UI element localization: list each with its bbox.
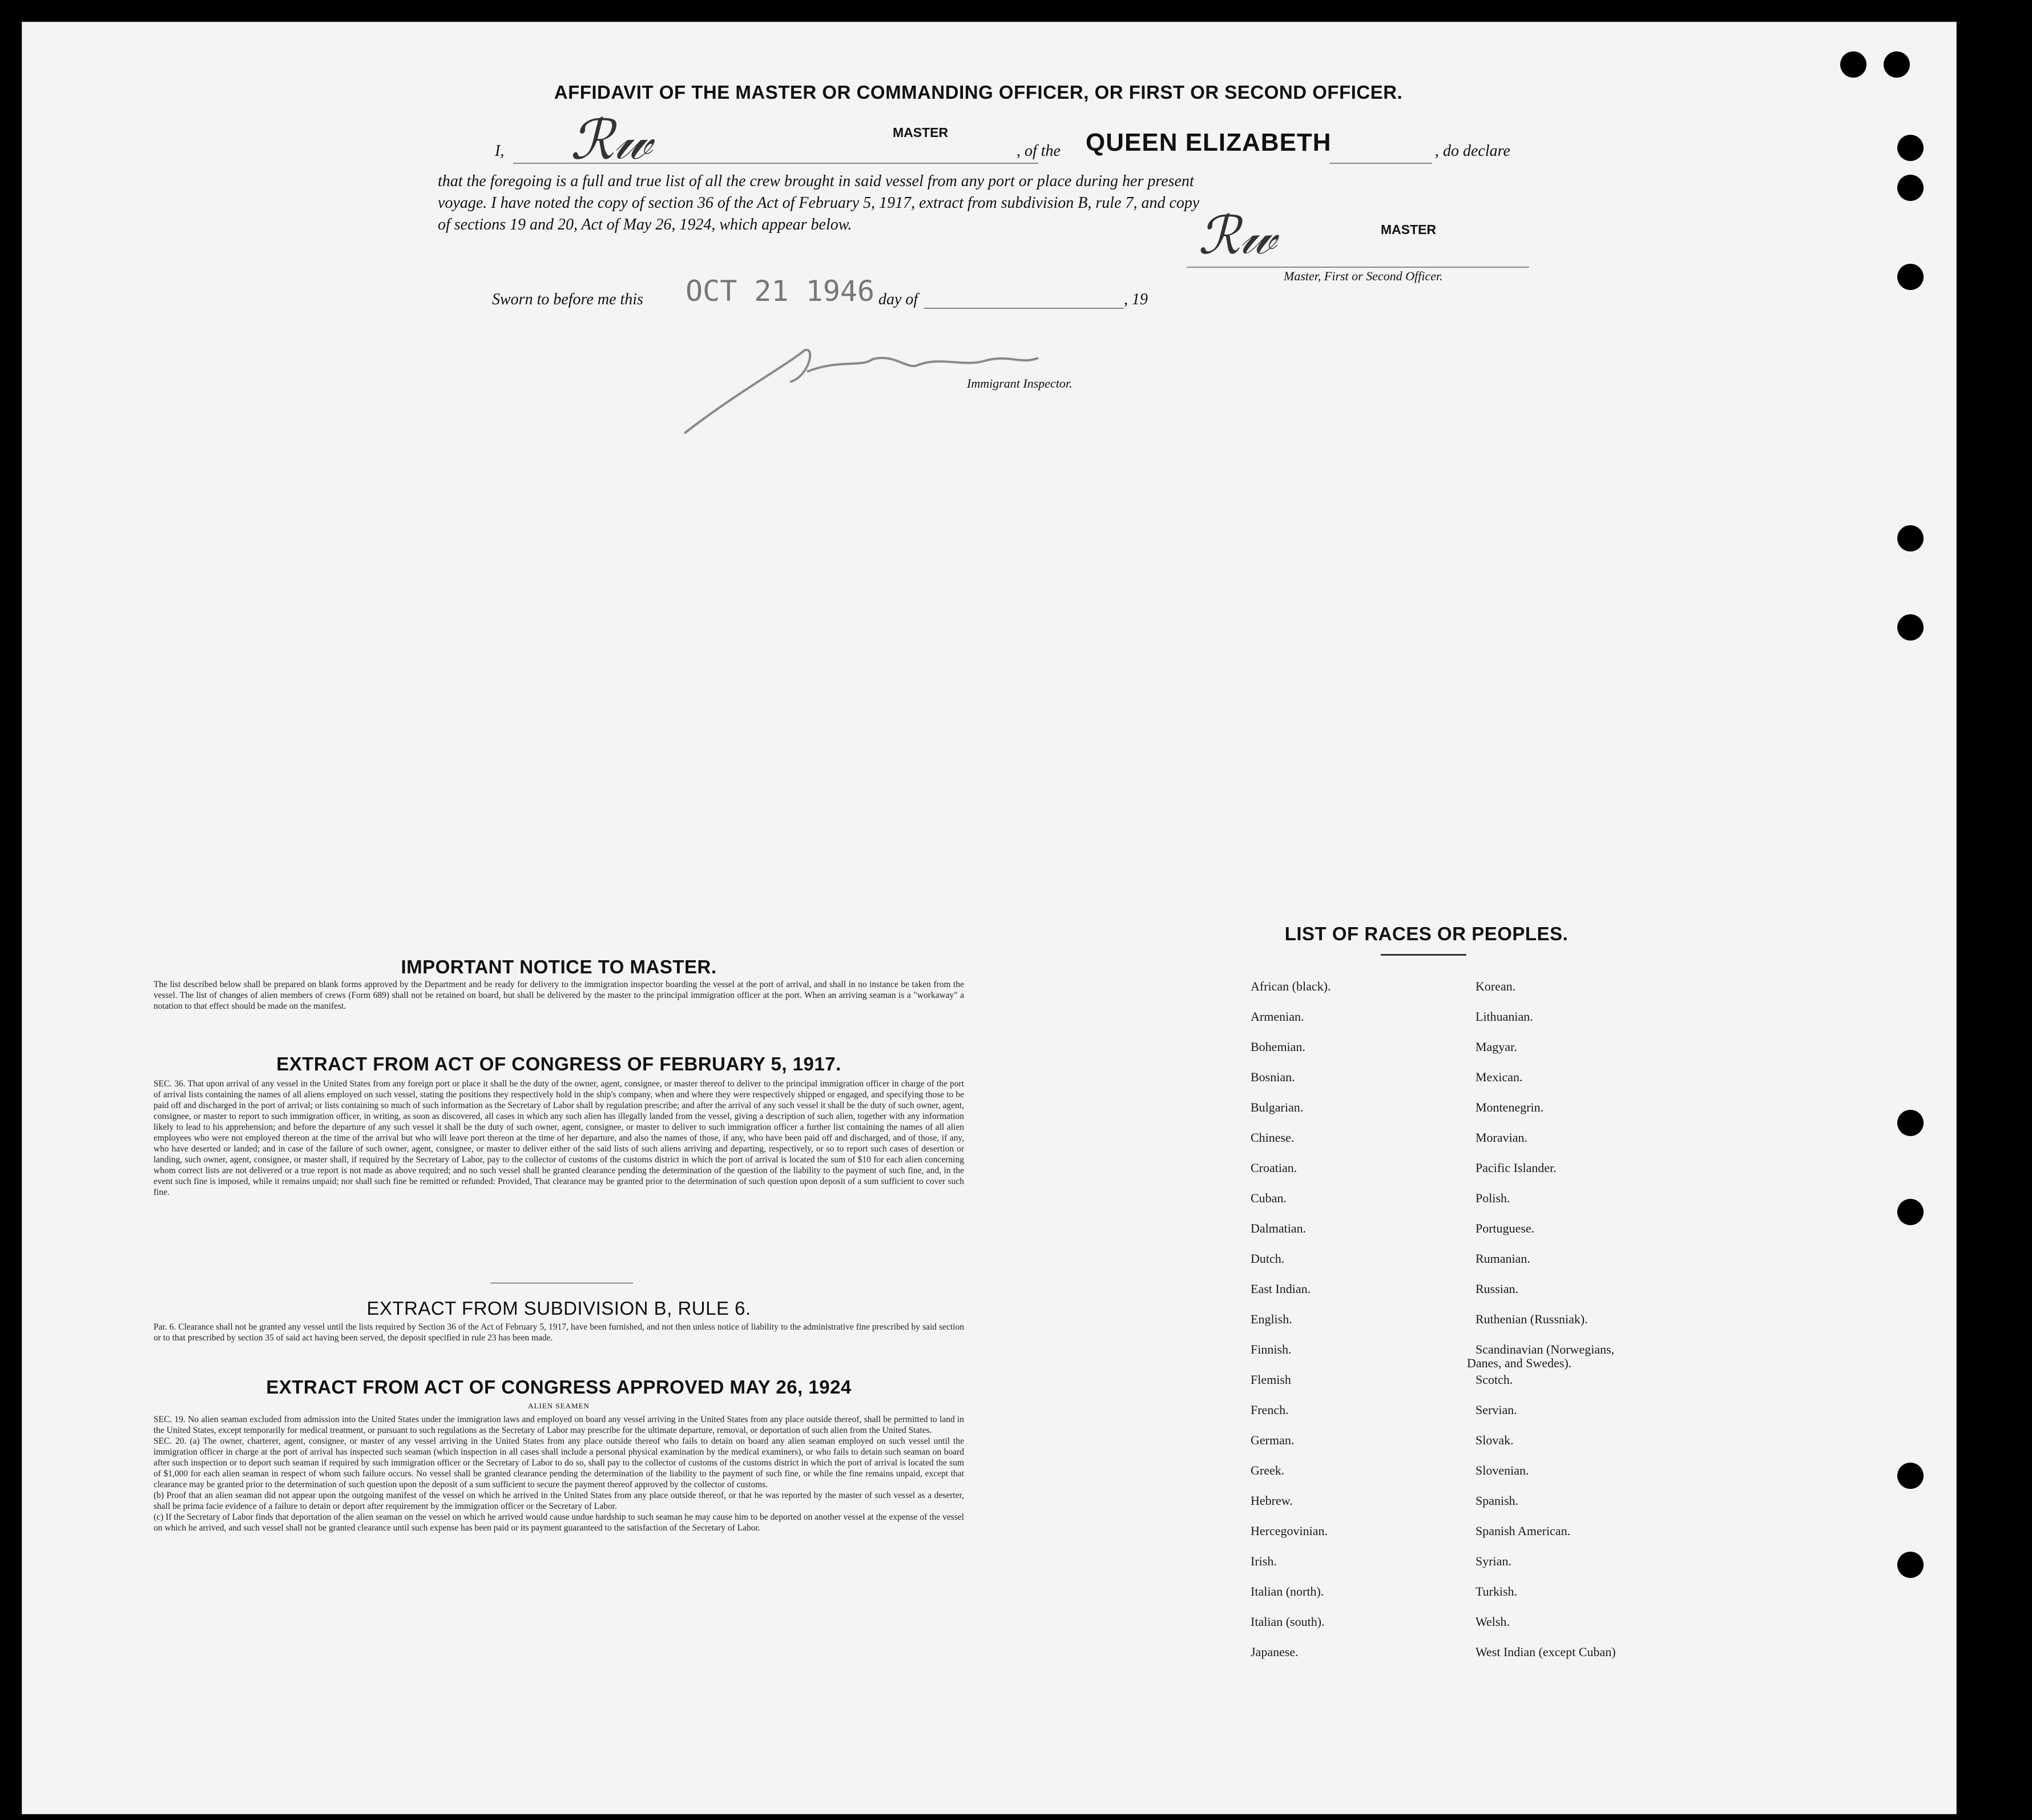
race-item: Italian (south). [1251, 1614, 1325, 1629]
subdivision-text: Par. 6. Clearance shall not be granted any vessel until the lists required by Section 36 of the Act of February 5, 1917, have been furnished, and not then unless notice of liability to the administrative fine prescribed by said section or to that prescribed by section 35 of said act having been served, the deposit specified in rule 23 has been made. [154, 1322, 964, 1343]
race-item: Slovenian. [1475, 1463, 1529, 1477]
section-20c: (c) If the Secretary of Labor finds that deportation of the alien seaman on the vessel on which he arrived would cause undue hardship to such seaman he may cause him to be deported on another vessel at the expense of the vessel on which he arrived, and such vessel shall not be granted clearance until such expense has been paid or its payment guaranteed to the satisfaction of the Secretary of Labor. [154, 1512, 964, 1533]
extract-1924-title: EXTRACT FROM ACT OF CONGRESS APPROVED MAY 26, 1924 [266, 1376, 852, 1398]
affidavit-heading: AFFIDAVIT OF THE MASTER OR COMMANDING OFFICER, OR FIRST OR SECOND OFFICER. [554, 82, 1403, 103]
race-item: Ruthenian (Russniak). [1475, 1312, 1588, 1326]
extract-1917-text: SEC. 36. That upon arrival of any vessel in the United States from any foreign port or place it shall be the duty of the owner, agent, consignee, or master thereof to deliver to the principal immigration officer in charge of the port of arrival lists containing the names of all aliens employed on such vessel, stating the positions they respectively hold in the ship's company, when and where they were respectively shipped or engaged, and specifying those to be paid off and discharged in the port of arrival; or lists containing so much of such information as the Secretary of Labor shall by regulation prescribe; and after the arrival of any such vessel it shall be the duty of such owner, agent, consignee, or master to report to such immigration officer, in writing, as soon as discovered, all cases in which any such alien has illegally landed from the vessel, giving a description of such alien, together with any information likely to lead to his apprehension; and before the departure of any such vessel it shall be the duty of such owner, agent, consignee, or master to deliver to such immigration officer a further list containing the names of all alien employees who were not employed thereon at the time of the arrival but who will leave port thereon at the time of her departure, and also the names of those, if any, who have been paid off and discharged, and of those, if any, who have deserted or landed; and in case of the failure of such owner, agent, consignee, or master to deliver either of the said lists of such aliens arriving and departing, respectively, or so to report such cases of desertion or landing, such owner, agent, consignee, or master shall, if required by the Secretary of Labor, pay to the collector of customs of the customs district in which the port of arrival is located the sum of $10 for each alien concerning whom correct lists are not delivered or a true report is not made as above required; and no such vessel shall be granted clearance pending the determination of the question of the liability to the payment of such fine, and, in the event such fine is imposed, while it remains unpaid; nor shall such fine be remitted or refunded: Provided, That clearance may be granted prior to the determination of such question upon deposit of a sum sufficient to cover such fine. [154, 1079, 964, 1197]
vessel-line [1329, 163, 1432, 164]
punch-hole [1897, 135, 1924, 161]
race-item: German. [1251, 1433, 1295, 1447]
year-prefix: , 19 [1124, 291, 1148, 308]
race-item: Servian. [1475, 1403, 1517, 1417]
race-item: West Indian (except Cuban) [1475, 1645, 1616, 1659]
punch-hole [1897, 614, 1924, 641]
sworn-date-stamp: OCT 21 1946 [686, 275, 875, 308]
master-signature: ℛ𝓌 [570, 108, 652, 172]
section-19: SEC. 19. No alien seaman excluded from admission into the United States under the immigration laws and employed on board any vessel arriving in the United States from any place outside thereof, shall be permitted to land in the United States, except temporarily for medical treatment, or pursuant to such regulations as the Secretary of Labor may prescribe for the ultimate departure, removal, or deportation of such alien from the United States. [154, 1415, 964, 1435]
master-stamp: MASTER [893, 125, 949, 140]
extract-1924-subtitle: ALIEN SEAMEN [528, 1402, 590, 1410]
do-declare: , do declare [1435, 142, 1510, 160]
extract-1924-body [154, 1414, 964, 1533]
race-item: Flemish [1251, 1372, 1291, 1387]
race-item: Montenegrin. [1475, 1100, 1544, 1114]
race-item: Hercegovinian. [1251, 1524, 1328, 1538]
race-item: Chinese. [1251, 1130, 1295, 1145]
race-item: Italian (north). [1251, 1584, 1324, 1598]
race-item: Korean. [1475, 979, 1516, 993]
officer-signature: ℛ𝓌 [1198, 205, 1277, 266]
race-item: Irish. [1251, 1554, 1277, 1568]
race-item-continuation: Danes, and Swedes). [1467, 1356, 1572, 1370]
race-item: Polish. [1475, 1191, 1510, 1205]
race-item: Turkish. [1475, 1584, 1518, 1598]
race-item: Mexican. [1475, 1070, 1523, 1084]
race-item: French. [1251, 1403, 1289, 1417]
race-item: Greek. [1251, 1463, 1285, 1477]
race-item: Finnish. [1251, 1342, 1292, 1356]
race-item: Armenian. [1251, 1009, 1304, 1024]
punch-hole [1897, 264, 1924, 290]
section-20b: (b) Proof that an alien seaman did not appear upon the outgoing manifest of the vessel on which he arrived in the United States from any place outside thereof, or that he was reported by the master of such vessel as a deserter, shall be prima facie evidence of a failure to detain or deport after requirement by the immigration officer or the Secretary of Labor. [154, 1491, 964, 1511]
race-item: Dalmatian. [1251, 1221, 1307, 1235]
punch-hole [1884, 51, 1910, 78]
races-title-underline [1381, 954, 1466, 956]
race-item: Spanish American. [1475, 1524, 1571, 1538]
affidavit-i: I, [495, 142, 505, 160]
section-20a: SEC. 20. (a) The owner, charterer, agent, consignee, or master of any vessel arriving in the United States from any place outside thereof who fails to detain on board any alien seaman employed on such vessel until the immigration officer in charge at the port of arrival has inspected such seaman (which inspection in all cases shall include a personal physical examination by the medical examiners), or who fails to detain such seaman on board after such inspection or to deport such seaman if required by such immigration officer or the Secretary of Labor to do so, shall pay to the collector of customs of the customs district in which the port of arrival is located the sum of $1,000 for each alien seaman in respect of whom such failure occurs. No vessel shall be granted clearance pending the determination of the liability to the payment of such fine, or while the fine remains unpaid, except that clearance may be granted prior to the determination of such question upon the deposit of a sum sufficient to secure the payment thereof approved by the collector of customs. [154, 1436, 964, 1489]
race-item: Lithuanian. [1475, 1009, 1533, 1024]
race-item: Spanish. [1475, 1493, 1519, 1508]
officer-master-stamp: MASTER [1381, 222, 1437, 237]
subdivision-title: EXTRACT FROM SUBDIVISION B, RULE 6. [366, 1298, 751, 1319]
race-item: Hebrew. [1251, 1493, 1293, 1508]
race-item: Croatian. [1251, 1161, 1297, 1175]
race-item: Scotch. [1475, 1372, 1513, 1387]
affidavit-line-2: voyage. I have noted the copy of section 36 of the Act of February 5, 1917, extract from subdivision B, rule 7, and copy [438, 194, 1200, 212]
affidavit-line-1: that the foregoing is a full and true list of all the crew brought in said vessel from any port or place during her present [438, 172, 1194, 190]
race-item: Portuguese. [1475, 1221, 1535, 1235]
sworn-text: Sworn to before me this [492, 291, 643, 308]
race-item: Syrian. [1475, 1554, 1511, 1568]
day-line [924, 308, 1124, 309]
punch-hole [1840, 51, 1866, 78]
race-item: Slovak. [1475, 1433, 1514, 1447]
race-item: Bosnian. [1251, 1070, 1295, 1084]
race-item: English. [1251, 1312, 1292, 1326]
race-item: Dutch. [1251, 1251, 1285, 1266]
punch-hole [1897, 1199, 1924, 1225]
punch-hole [1897, 1463, 1924, 1489]
punch-hole [1897, 175, 1924, 201]
vessel-name: QUEEN ELIZABETH [1086, 128, 1332, 156]
race-item: African (black). [1251, 979, 1331, 993]
race-item: Moravian. [1475, 1130, 1528, 1145]
inspector-caption: Immigrant Inspector. [967, 376, 1073, 390]
race-item: East Indian. [1251, 1282, 1311, 1296]
punch-hole [1897, 525, 1924, 551]
race-item: Welsh. [1475, 1614, 1510, 1629]
of-the: , of the [1017, 142, 1061, 160]
manifest-page [22, 22, 1957, 1814]
race-item: Cuban. [1251, 1191, 1287, 1205]
notice-title: IMPORTANT NOTICE TO MASTER. [401, 956, 717, 977]
race-item: Russian. [1475, 1282, 1519, 1296]
race-item: Japanese. [1251, 1645, 1299, 1659]
notice-text: The list described below shall be prepared on blank forms approved by the Department and be ready for delivery to the immigration inspector boarding the vessel at the port of arrival, and shall in no instance be taken from the vessel. The list of changes of alien members of crews (Form 689) shall not be retained on board, but shall be delivered by the master to the principal immigration officer at the port. When an arriving seaman is a "workaway" a notation to that effect should be made on the manifest. [154, 980, 964, 1011]
day-of: day of [878, 291, 918, 308]
race-item: Scandinavian (Norwegians, [1475, 1342, 1615, 1356]
extract-1917-title: EXTRACT FROM ACT OF CONGRESS OF FEBRUARY 5, 1917. [276, 1053, 841, 1074]
punch-hole [1897, 1552, 1924, 1578]
affidavit-line-3: of sections 19 and 20, Act of May 26, 1924, which appear below. [438, 216, 852, 233]
race-item: Magyar. [1475, 1040, 1517, 1054]
race-item: Pacific Islander. [1475, 1161, 1557, 1175]
race-item: Bohemian. [1251, 1040, 1305, 1054]
officer-signature-line [1187, 267, 1529, 268]
punch-hole [1897, 1110, 1924, 1136]
officer-caption: Master, First or Second Officer. [1284, 269, 1443, 283]
races-title: LIST OF RACES OR PEOPLES. [1284, 923, 1569, 944]
race-item: Bulgarian. [1251, 1100, 1304, 1114]
race-item: Rumanian. [1475, 1251, 1530, 1266]
